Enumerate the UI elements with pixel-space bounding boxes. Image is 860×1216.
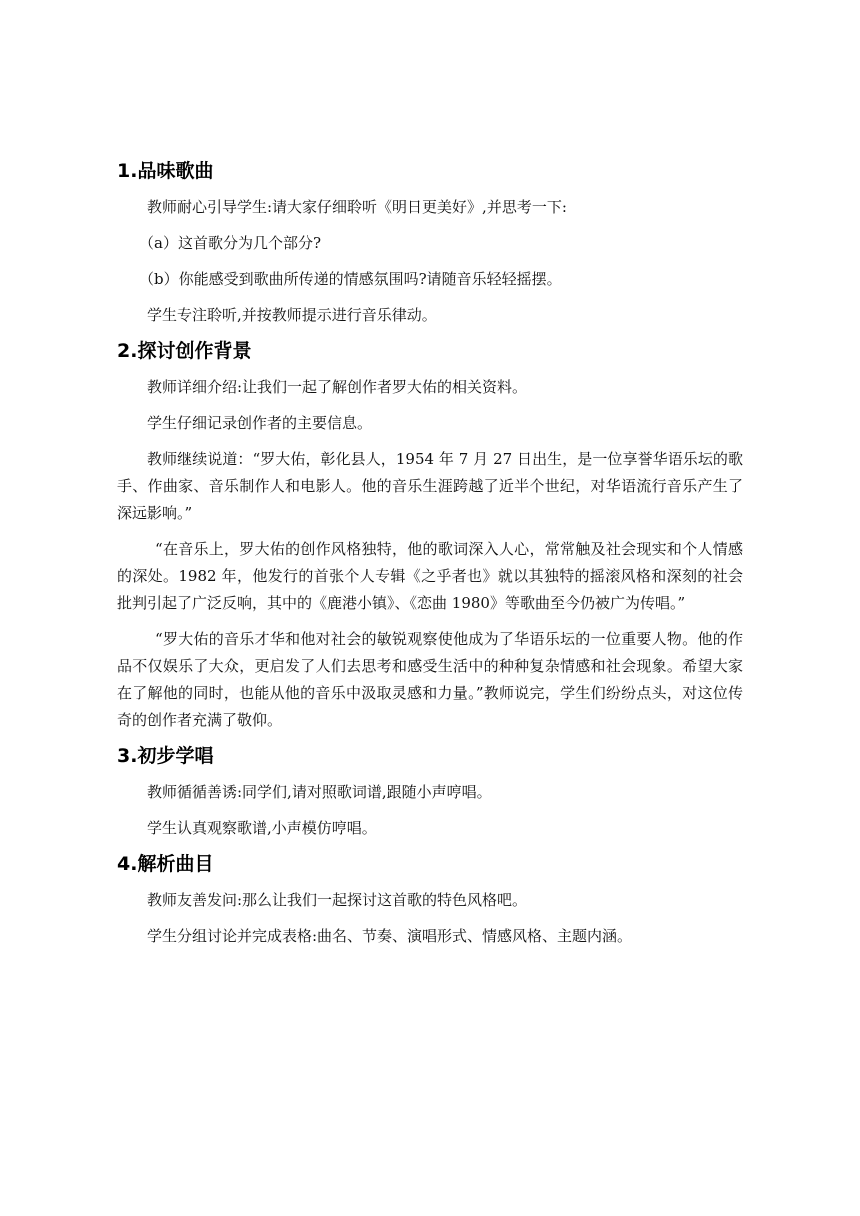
- paragraph: 教师详细介绍:让我们一起了解创作者罗大佑的相关资料。: [147, 378, 528, 396]
- paragraph: 教师循循善诱:同学们,请对照歌词谱,跟随小声哼唱。: [147, 783, 492, 801]
- section-2: [117, 338, 743, 734]
- section-heading: 2.探讨创作背景: [117, 340, 252, 362]
- paragraph: 学生仔细记录创作者的主要信息。: [147, 414, 373, 432]
- paragraph: （a）这首歌分为几个部分?: [139, 234, 321, 252]
- section-4: [117, 851, 743, 950]
- document-body: [117, 152, 743, 959]
- paragraph: “罗大佑的音乐才华和他对社会的敏锐观察使他成为了华语乐坛的一位重要人物。他的作品不仅娱乐了大众，更启发了人们去思考和感受生活中的种种复杂情感和社会现象。希望大家在了解他的同时，也能从他的音乐中汲取灵感和力量。”教师说完，学生们纷纷点头，对这位传奇的创作者充满了敬仰。: [117, 630, 743, 729]
- paragraph: 教师友善发问:那么让我们一起探讨这首歌的特色风格吧。: [147, 891, 528, 909]
- paragraph: “在音乐上，罗大佑的创作风格独特，他的歌词深入人心，常常触及社会现实和个人情感的深处。1982 年，他发行的首张个人专辑《之乎者也》就以其独特的摇滚风格和深刻的社会批判引起了广泛反响，其中的《鹿港小镇》、《恋曲 1980》等歌曲至今仍被广为传唱。”: [117, 540, 743, 612]
- section-3: [117, 743, 743, 842]
- paragraph: （b）你能感受到歌曲所传递的情感氛围吗?请随音乐轻轻摇摆。: [139, 270, 562, 288]
- paragraph: 学生专注聆听,并按教师提示进行音乐律动。: [147, 306, 437, 324]
- paragraph: 教师继续说道：“罗大佑，彰化县人，1954 年 7 月 27 日出生，是一位享誉华语乐坛的歌手、作曲家、音乐制作人和电影人。他的音乐生涯跨越了近半个世纪，对华语流行音乐产生了深远影响。”: [117, 450, 743, 522]
- paragraph: 教师耐心引导学生:请大家仔细聆听《明日更美好》,并思考一下:: [147, 198, 567, 216]
- paragraph: 学生分组讨论并完成表格:曲名、节奏、演唱形式、情感风格、主题内涵。: [147, 927, 633, 945]
- section-1: [117, 158, 743, 329]
- paragraph: 学生认真观察歌谱,小声模仿哼唱。: [147, 819, 377, 837]
- section-heading: 4.解析曲目: [117, 853, 214, 875]
- section-heading: 3.初步学唱: [117, 745, 214, 767]
- section-heading: 1.品味歌曲: [117, 160, 214, 182]
